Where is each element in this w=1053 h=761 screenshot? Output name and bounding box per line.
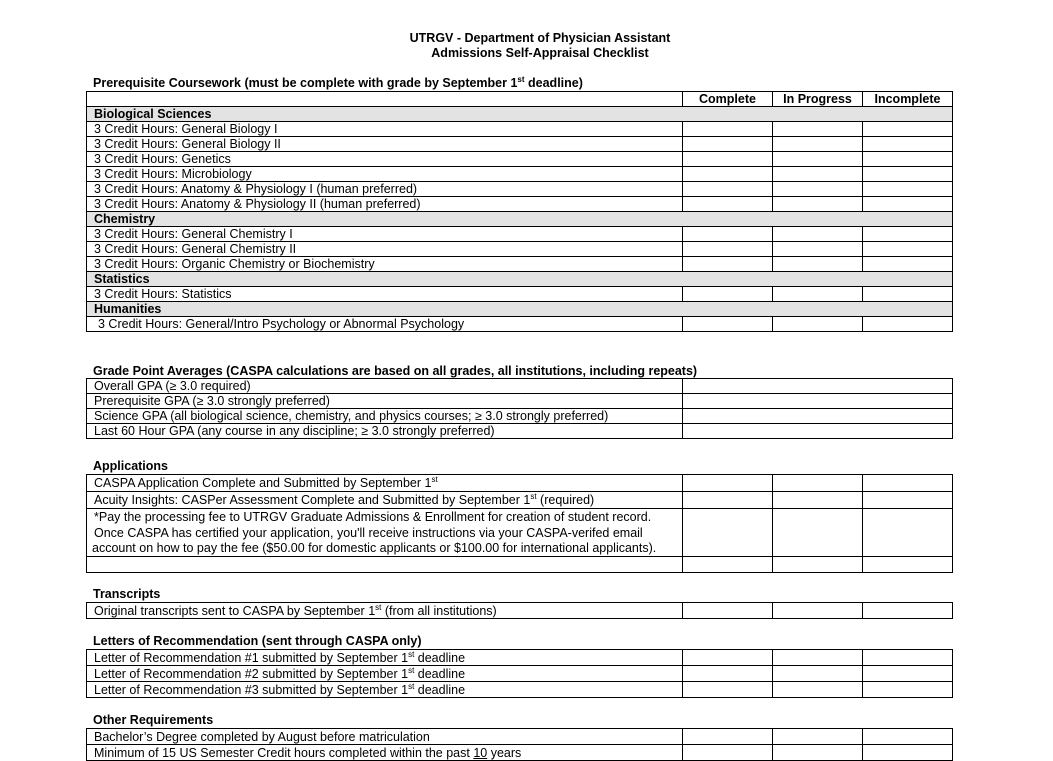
table-row: 3 Credit Hours: Organic Chemistry or Biochemistry [87,257,953,272]
table-row: 3 Credit Hours: General Biology II [87,137,953,152]
gpa-heading: Grade Point Averages (CASPA calculations are based on all grades, all institutions, including repeats) [93,364,698,378]
incomplete-cell[interactable] [863,197,953,212]
table-row: Letter of Recommendation #3 submitted by September 1st deadline [87,682,953,698]
table-row: account on how to pay the fee ($50.00 for domestic applicants or $100.00 for international applicants). [87,541,953,557]
incomplete-cell[interactable] [863,317,953,332]
complete-cell[interactable] [683,317,773,332]
in-progress-cell[interactable] [773,152,863,167]
table-row: Original transcripts sent to CASPA by September 1st (from all institutions) [87,603,953,619]
prereq-heading: Prerequisite Coursework (must be complete with grade by September 1st deadline) [93,74,583,90]
table-row: Minimum of 15 US Semester Credit hours completed within the past 10 years [87,745,953,761]
complete-cell[interactable] [683,122,773,137]
incomplete-cell[interactable] [863,182,953,197]
in-progress-cell[interactable] [773,682,863,698]
table-row: CASPA Application Complete and Submitted by September 1st [87,475,953,492]
complete-cell[interactable] [683,287,773,302]
in-progress-cell[interactable] [773,492,863,509]
in-progress-cell[interactable] [773,509,863,525]
table-row: 3 Credit Hours: Anatomy & Physiology I (human preferred) [87,182,953,197]
incomplete-cell[interactable] [863,287,953,302]
gpa-value-cell[interactable] [683,424,953,439]
incomplete-cell[interactable] [863,122,953,137]
table-row: Overall GPA (≥ 3.0 required) [87,379,953,394]
in-progress-cell[interactable] [773,317,863,332]
column-header-blank [87,92,683,107]
category-row-statistics: Statistics [87,272,953,287]
table-row: 3 Credit Hours: Anatomy & Physiology II (human preferred) [87,197,953,212]
complete-cell[interactable] [683,167,773,182]
table-row: Science GPA (all biological science, chemistry, and physics courses; ≥ 3.0 strongly preferred) [87,409,953,424]
incomplete-cell[interactable] [863,137,953,152]
complete-cell[interactable] [683,257,773,272]
complete-cell[interactable] [683,650,773,666]
complete-cell[interactable] [683,729,773,745]
table-row: 3 Credit Hours: Statistics [87,287,953,302]
table-row: Letter of Recommendation #1 submitted by September 1st deadline [87,650,953,666]
incomplete-cell[interactable] [863,152,953,167]
incomplete-cell[interactable] [863,682,953,698]
complete-cell[interactable] [683,137,773,152]
complete-cell[interactable] [683,242,773,257]
table-row: 3 Credit Hours: General/Intro Psychology or Abnormal Psychology [87,317,953,332]
category-row-humanities: Humanities [87,302,953,317]
in-progress-cell[interactable] [773,242,863,257]
table-row: Bachelor’s Degree completed by August before matriculation [87,729,953,745]
complete-cell[interactable] [683,666,773,682]
incomplete-cell[interactable] [863,666,953,682]
in-progress-cell[interactable] [773,666,863,682]
complete-cell[interactable] [683,603,773,619]
column-header-incomplete: Incomplete [863,92,953,107]
gpa-table [86,378,953,439]
in-progress-cell[interactable] [773,182,863,197]
document-title: UTRGV - Department of Physician Assistant [409,31,671,45]
in-progress-cell[interactable] [773,257,863,272]
applications-heading: Applications [93,459,169,473]
in-progress-cell[interactable] [773,137,863,152]
incomplete-cell[interactable] [863,603,953,619]
complete-cell[interactable] [683,152,773,167]
complete-cell[interactable] [683,197,773,212]
table-row: Last 60 Hour GPA (any course in any discipline; ≥ 3.0 strongly preferred) [87,424,953,439]
in-progress-cell[interactable] [773,650,863,666]
transcripts-heading: Transcripts [93,587,161,601]
letters-table [86,649,953,698]
in-progress-cell[interactable] [773,167,863,182]
incomplete-cell[interactable] [863,475,953,492]
column-header-in-progress: In Progress [773,92,863,107]
table-row: 3 Credit Hours: General Biology I [87,122,953,137]
complete-cell[interactable] [683,745,773,761]
gpa-value-cell[interactable] [683,379,953,394]
complete-cell[interactable] [683,509,773,525]
in-progress-cell[interactable] [773,729,863,745]
table-row [87,557,953,573]
table-row: 3 Credit Hours: Microbiology [87,167,953,182]
category-row-chemistry: Chemistry [87,212,953,227]
incomplete-cell[interactable] [863,257,953,272]
table-row: *Pay the processing fee to UTRGV Graduate Admissions & Enrollment for creation of student record. [87,509,953,525]
incomplete-cell[interactable] [863,242,953,257]
in-progress-cell[interactable] [773,603,863,619]
in-progress-cell[interactable] [773,745,863,761]
table-row: Acuity Insights: CASPer Assessment Complete and Submitted by September 1st (required) [87,492,953,509]
gpa-value-cell[interactable] [683,394,953,409]
incomplete-cell[interactable] [863,492,953,509]
letters-heading: Letters of Recommendation (sent through CASPA only) [93,634,422,648]
complete-cell[interactable] [683,682,773,698]
gpa-value-cell[interactable] [683,409,953,424]
table-row: 3 Credit Hours: Genetics [87,152,953,167]
complete-cell[interactable] [683,492,773,509]
other-requirements-table [86,728,953,761]
other-requirements-heading: Other Requirements [93,713,214,727]
incomplete-cell[interactable] [863,167,953,182]
incomplete-cell[interactable] [863,745,953,761]
document-subtitle: Admissions Self-Appraisal Checklist [431,46,649,60]
table-row: 3 Credit Hours: General Chemistry I [87,227,953,242]
incomplete-cell[interactable] [863,509,953,525]
transcripts-table [86,602,953,619]
applications-table [86,474,953,573]
complete-cell[interactable] [683,475,773,492]
table-row: Prerequisite GPA (≥ 3.0 strongly preferred) [87,394,953,409]
column-header-complete: Complete [683,92,773,107]
column-header-row [87,92,953,107]
category-row-biological-sciences: Biological Sciences [87,107,953,122]
in-progress-cell[interactable] [773,197,863,212]
incomplete-cell[interactable] [863,729,953,745]
prereq-table [86,91,953,332]
in-progress-cell[interactable] [773,227,863,242]
complete-cell[interactable] [683,227,773,242]
table-row: Letter of Recommendation #2 submitted by September 1st deadline [87,666,953,682]
in-progress-cell[interactable] [773,287,863,302]
table-row: Once CASPA has certified your application, you'll receive instructions via your CASPA-verifed email [87,525,953,541]
incomplete-cell[interactable] [863,227,953,242]
table-row: 3 Credit Hours: General Chemistry II [87,242,953,257]
in-progress-cell[interactable] [773,475,863,492]
complete-cell[interactable] [683,182,773,197]
incomplete-cell[interactable] [863,650,953,666]
in-progress-cell[interactable] [773,122,863,137]
